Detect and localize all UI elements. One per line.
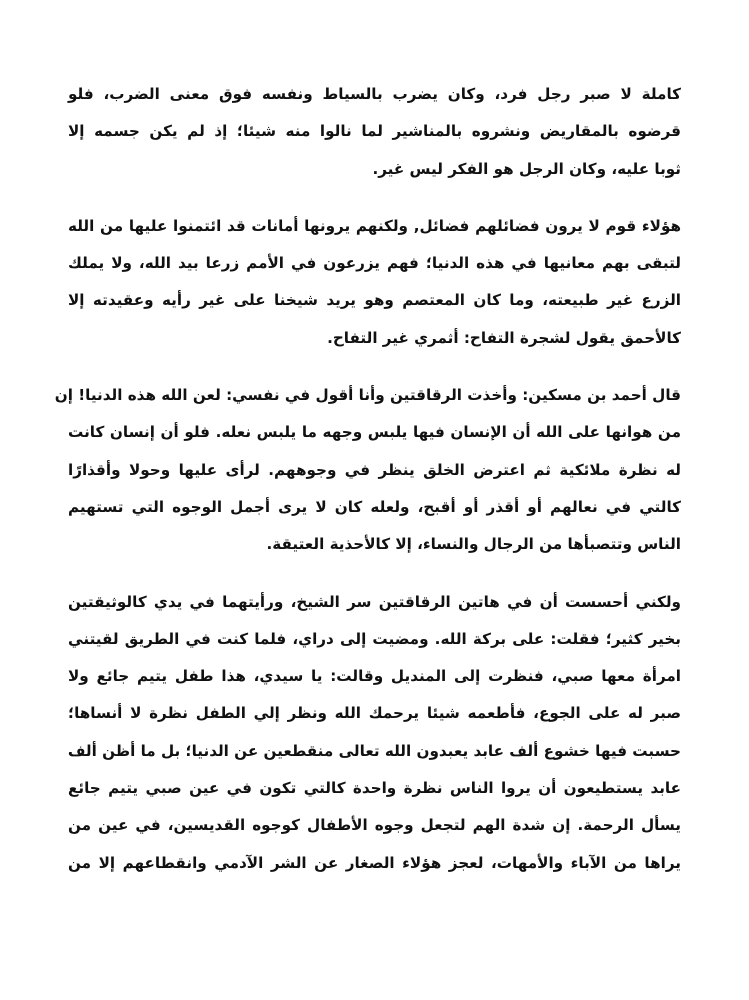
text-line: قال أحمد بن مسكين: وأخذت الرقاقتين وأنا أقول في نفسي: لعن الله هذه الدنيا! إن xyxy=(54,386,681,405)
text-line: لتبقى بهم معانيها في هذه الدنيا؛ فهم يزرعون في الأمم زرعا بيد الله، ولا يملك xyxy=(68,254,681,273)
text-line: كالتي في نعالهم أو أقذر أو أقبح، ولعله كان لا يرى أجمل الوجوه التي تستهيم xyxy=(68,497,681,516)
text-line: كاملة لا صبر رجل فرد، وكان يضرب بالسياط ونفسه فوق معنى الضرب، فلو xyxy=(68,85,681,103)
text-line: من هوانها على الله أن الإنسان فيها يلبس وجهه ما يلبس نعله. فلو أن إنسان كانت xyxy=(68,423,681,442)
text-line: هؤلاء قوم لا يرون فضائلهم فضائل, ولكنهم يرونها أمانات قد ائتمنوا عليها من الله xyxy=(68,216,681,235)
text-line: قرضوه بالمقاريض ونشروه بالمناشير لما نالوا منه شيئا؛ إذ لم يكن جسمه إلا xyxy=(68,122,681,141)
text-line: صبر له على الجوع، فأطعمه شيئا يرحمك الله ونظر إلي الطفل نظرة لا أنساها؛ xyxy=(68,704,681,723)
text-line: له نظرة ملائكية ثم اعترض الخلق ينظر في وجوههم. لرأى عليها وحولا وأقذارًا xyxy=(68,460,681,479)
text-line: الناس وتتصبأها من الرجال والنساء، إلا كالأحذية العتيقة. xyxy=(266,535,681,554)
text-line: بخير كثير؛ فقلت: على بركة الله. ومضيت إلى دراي، فلما كنت في الطريق لقيتني xyxy=(68,629,681,648)
text-line: عابد يستطيعون أن يروا الناس نظرة واحدة كالتي تكون في عين صبي يتيم جائع xyxy=(68,779,681,798)
text-line: ثوبا عليه، وكان الرجل هو الفكر ليس غير. xyxy=(372,159,681,178)
paragraph-1 xyxy=(68,76,681,188)
paragraph-3 xyxy=(54,377,681,563)
text-line: الزرع غير طبيعته، وما كان المعتصم وهو يريد شيخنا على غير رأيه وعقيدته إلا xyxy=(68,291,681,310)
text-line: يراها من الآباء والأمهات، لعجز هؤلاء الصغار عن الشر الآدمي وانقطاعهم إلا من xyxy=(68,853,681,872)
text-line: ولكني أحسست أن في هاتين الرقاقتين سر الشيخ، ورأيتهما في يدي كالوثيقتين xyxy=(68,592,681,611)
paragraph-4 xyxy=(68,584,681,882)
text-line: حسبت فيها خشوع ألف عابد يعبدون الله تعالى منقطعين عن الدنيا؛ بل ما أظن ألف xyxy=(67,741,681,760)
text-line: يسأل الرحمة. إن شدة الهم لتجعل وجوه الأطفال كوجوه القديسين، في عين من xyxy=(68,816,681,835)
text-line: امرأة معها صبي، فنظرت إلى المنديل وقالت: يا سيدي، هذا طفل يتيم جائع ولا xyxy=(68,667,681,686)
document-page xyxy=(54,76,681,902)
text-line: كالأحمق يقول لشجرة التفاح: أثمري غير التفاح. xyxy=(327,328,681,347)
paragraph-2 xyxy=(68,208,681,357)
